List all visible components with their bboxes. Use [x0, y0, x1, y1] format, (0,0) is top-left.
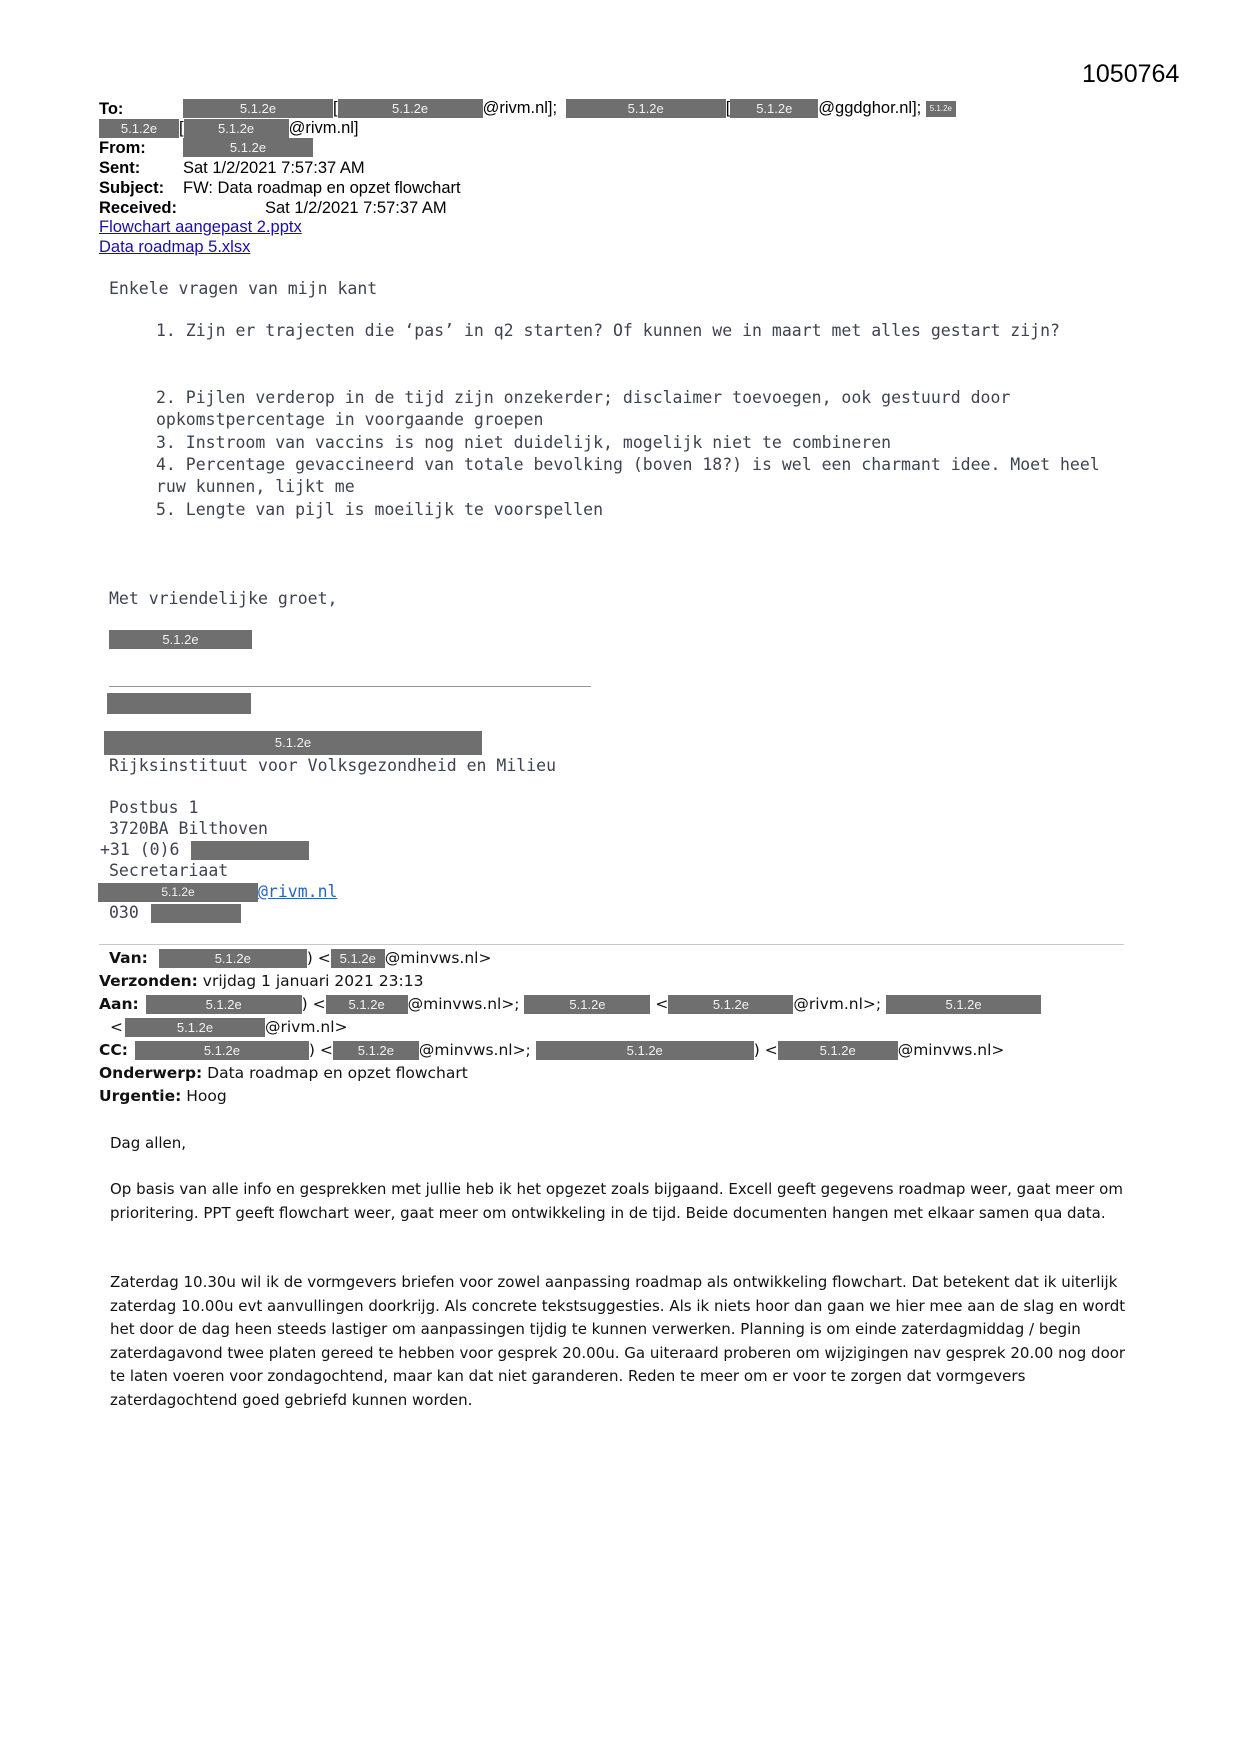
- to-line2-domain: @rivm.nl]: [288, 119, 359, 137]
- redaction-box: 5.1.2e: [524, 995, 650, 1014]
- redaction-box: 5.1.2e: [125, 1018, 265, 1037]
- list-item: 2. Pijlen verderop in de tijd zijn onzekerder; disclaimer toevoegen, ook gestuurd door opkomstpercentage in voorgaande groepen: [156, 388, 1011, 429]
- divider: [99, 944, 1124, 945]
- secretariaat-label: Secretariaat: [109, 861, 229, 880]
- redaction-box: 5.1.2e: [778, 1041, 898, 1060]
- redaction-box: [191, 841, 309, 860]
- closing: Met vriendelijke groet,: [109, 589, 338, 608]
- onderwerp-value: Data roadmap en opzet flowchart: [207, 1064, 468, 1082]
- van-label: Van:: [109, 949, 148, 967]
- sent-value: Sat 1/2/2021 7:57:37 AM: [183, 159, 365, 177]
- received-value: Sat 1/2/2021 7:57:37 AM: [265, 199, 447, 217]
- to-recipients-line2: 5.1.2e [ 5.1.2e @rivm.nl]: [99, 118, 359, 138]
- email-row: [98, 881, 337, 903]
- aan-domain2: @rivm.nl>;: [793, 995, 882, 1013]
- redaction-box: 5.1.2e: [183, 99, 333, 118]
- to-domain-rivm: @rivm.nl];: [482, 99, 558, 117]
- list-item: 3. Instroom van vaccins is nog niet duidelijk, mogelijk niet te combineren: [156, 433, 892, 452]
- aan-row2: [110, 1016, 348, 1039]
- sent-label: Sent:: [99, 159, 141, 177]
- redaction-box: 5.1.2e: [331, 949, 385, 968]
- cc-domain2: @minvws.nl>: [897, 1041, 1005, 1059]
- from-row: [99, 138, 146, 158]
- cc-domain1: @minvws.nl>;: [418, 1041, 531, 1059]
- separator: <: [655, 995, 669, 1013]
- subject-row: [99, 178, 164, 198]
- email-link[interactable]: @rivm.nl: [258, 882, 338, 901]
- redaction-box: 5.1.2e: [183, 138, 313, 157]
- attachment-link[interactable]: Data roadmap 5.xlsx: [99, 238, 251, 256]
- reply-intro: Enkele vragen van mijn kant: [109, 279, 378, 298]
- received-row: [99, 198, 177, 218]
- list-item: 5. Lengte van pijl is moeilijk te voorspellen: [156, 500, 604, 519]
- van-domain: @minvws.nl>: [384, 949, 492, 967]
- cc-label: CC:: [99, 1041, 128, 1059]
- phone2-prefix: 030: [109, 903, 139, 922]
- redaction-box: 5.1.2e: [98, 883, 258, 902]
- list-item: 4. Percentage gevaccineerd van totale bevolking (boven 18?) is wel een charmant idee. Moet heel ruw kunnen, lijkt me: [156, 455, 1100, 496]
- phone2-row: [109, 902, 241, 924]
- redaction-box: 5.1.2e: [333, 1041, 419, 1060]
- urgentie-row: [99, 1085, 227, 1108]
- sent-row: [99, 158, 140, 178]
- separator: ) <: [308, 1041, 333, 1059]
- aan-domain1: @minvws.nl>;: [407, 995, 520, 1013]
- document-number: 1050764: [1082, 60, 1180, 88]
- redaction-box: 5.1.2e: [159, 949, 307, 968]
- redaction-box: 5.1.2e: [886, 995, 1041, 1014]
- redaction-box: 5.1.2e: [338, 99, 483, 118]
- redaction-box: 5.1.2e: [566, 99, 726, 118]
- redaction-box: [151, 904, 241, 923]
- paragraph: Zaterdag 10.30u wil ik de vormgevers briefen voor zowel aanpassing roadmap als ontwikkeling flowchart. Dat betekent dat ik uiterlijk zaterdag 10.00u evt aanvullingen doorkrijg. Als concrete tekstsuggesties. Als ik niets hoor dan gaan we hier mee aan de slag en wordt het door de dag heen steeds lastiger om aanpassingen tijdig te kunnen verwerken. Planning is om einde zaterdagmiddag / begin zaterdagavond twee platen gereed te hebben voor gesprek 20.00u. Ga uiteraard proberen om wijzigingen nav gesprek 20.00 nog door te laten voeren voor zondagochtend, maar kan dat niet garanderen. Reden te meer om er voor te zorgen dat vormgevers zaterdagochtend goed gebriefd kunnen worden.: [110, 1273, 1126, 1409]
- onderwerp-label: Onderwerp:: [99, 1064, 203, 1082]
- phone-row: [100, 839, 309, 861]
- address-postbus: Postbus 1: [109, 798, 199, 817]
- redaction-box: 5.1.2e: [926, 101, 956, 117]
- aan-label: Aan:: [99, 995, 139, 1013]
- verzonden-value: vrijdag 1 januari 2021 23:13: [202, 972, 424, 990]
- attachment-link[interactable]: Flowchart aangepast 2.pptx: [99, 218, 302, 236]
- redaction-box: 5.1.2e: [135, 1041, 309, 1060]
- verzonden-row: [99, 970, 423, 993]
- redaction-box: 5.1.2e: [730, 99, 818, 118]
- urgentie-value: Hoog: [186, 1087, 227, 1105]
- cc-row: [99, 1039, 1004, 1062]
- subject-label: Subject:: [99, 179, 165, 197]
- list-item: 1. Zijn er trajecten die ‘pas’ in q2 starten? Of kunnen we in maart met alles gestart zijn?: [156, 321, 1060, 340]
- to-label: To:: [99, 100, 124, 118]
- redaction-box: 5.1.2e: [536, 1041, 754, 1060]
- redaction-box: 5.1.2e: [99, 119, 179, 138]
- redaction-box: [107, 693, 251, 714]
- onderwerp-row: [99, 1062, 468, 1085]
- van-row: [109, 947, 491, 970]
- subject-value: FW: Data roadmap en opzet flowchart: [183, 179, 461, 197]
- to-domain-ggdghor: @ggdghor.nl];: [818, 99, 922, 117]
- organization-name: Rijksinstituut voor Volksgezondheid en Milieu: [109, 756, 557, 775]
- aan-row: [99, 993, 1041, 1016]
- redaction-box: 5.1.2e: [668, 995, 793, 1014]
- separator: ) <: [301, 995, 326, 1013]
- redaction-box: 5.1.2e: [104, 731, 482, 755]
- separator: <: [110, 1018, 123, 1036]
- verzonden-label: Verzonden:: [99, 972, 198, 990]
- redaction-box: 5.1.2e: [326, 995, 408, 1014]
- urgentie-label: Urgentie:: [99, 1087, 182, 1105]
- separator: ) <: [753, 1041, 778, 1059]
- from-label: From:: [99, 139, 146, 157]
- to-recipients: 5.1.2e [ 5.1.2e @rivm.nl]; 5.1.2e [ 5.1.2e @ggdghor.nl]; 5.1.2e: [183, 98, 956, 118]
- received-label: Received:: [99, 199, 177, 217]
- greeting: Dag allen,: [110, 1134, 187, 1152]
- separator: ) <: [306, 949, 331, 967]
- aan-domain3: @rivm.nl>: [265, 1018, 348, 1036]
- phone-prefix: +31 (0)6: [100, 840, 180, 859]
- signature-underscores: ____________________________________________________________: [109, 671, 591, 687]
- redaction-box: 5.1.2e: [184, 119, 289, 138]
- redaction-box: 5.1.2e: [109, 630, 252, 649]
- paragraph: Op basis van alle info en gesprekken met jullie heb ik het opgezet zoals bijgaand. Excell geeft gegevens roadmap weer, gaat meer om prioritering. PPT geeft flowchart weer, gaat meer om ontwikkeling in de tijd. Beide documenten hangen met elkaar samen qua data.: [110, 1180, 1123, 1222]
- to-row: [99, 99, 123, 119]
- address-postcode: 3720BA Bilthoven: [109, 819, 268, 838]
- redaction-box: 5.1.2e: [146, 995, 302, 1014]
